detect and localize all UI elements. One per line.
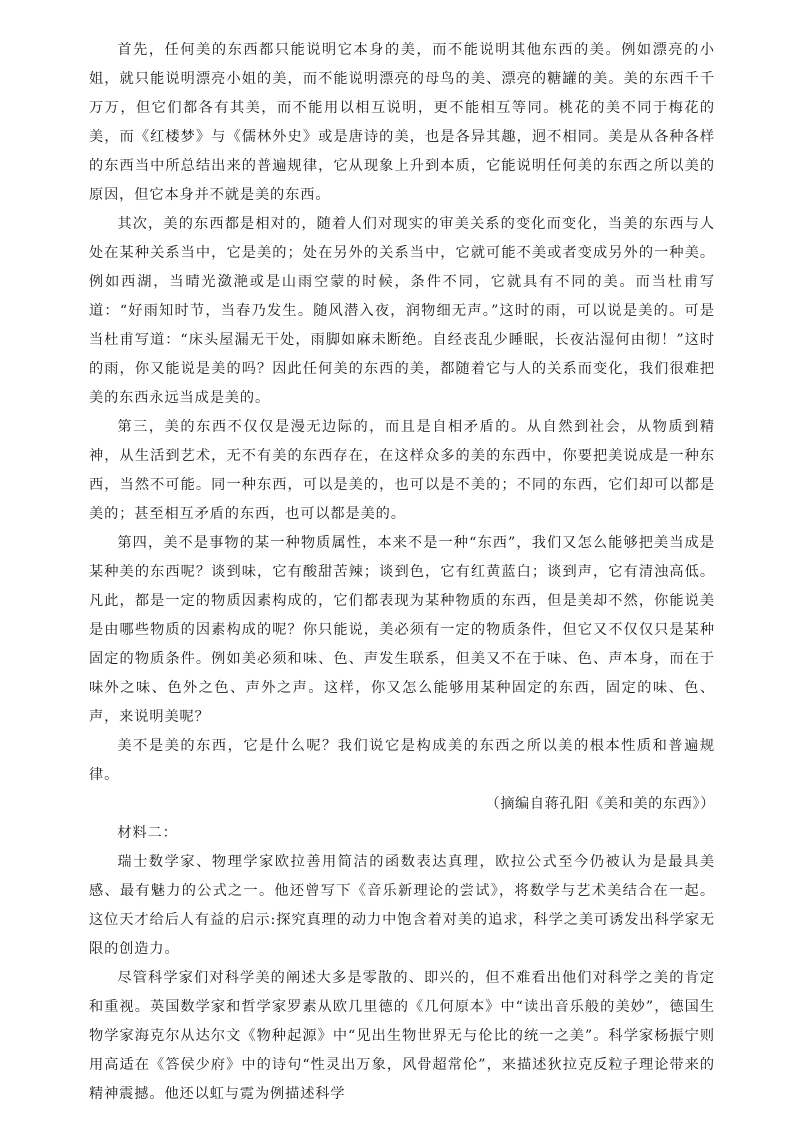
- paragraph-second: 其次，美的东西都是相对的，随着人们对现实的审美关系的变化而变化，当美的东西与人处在某种关系当中，它是美的；处在另外的关系当中，它就可能不美或者变成另外的一种美。例如西湖，当晴光潋滟或是山雨空蒙的时候，条件不同，它就具有不同的美。而当杜甫写道：“好雨知时节，当春乃发生。随风潜入夜，润物细无声。”这时的雨，可以说是美的。可是当杜甫写道：“床头屋漏无干处，雨脚如麻未断绝。自经丧乱少睡眠，长夜沾湿何由彻！”这时的雨，你又能说是美的吗？因此任何美的东西的美，都随着它与人的关系而变化，我们很难把美的东西永远当成是美的。: [89, 216, 715, 406]
- source-citation: （摘编自蒋孔阳《美和美的东西》）: [485, 796, 715, 812]
- paragraph-conclusion: 美不是美的东西，它是什么呢？我们说它是构成美的东西之所以美的根本性质和普遍规律。: [89, 738, 715, 783]
- paragraph-first: 首先，任何美的东西都只能说明它本身的美，而不能说明其他东西的美。例如漂亮的小姐，就只能说明漂亮小姐的美，而不能说明漂亮的母鸟的美、漂亮的糖罐的美。美的东西千千万万，但它们都各有其美，而不能用以相互说明，更不能相互等同。桃花的美不同于梅花的美，而《红楼梦》与《儒林外史》或是唐诗的美，也是各异其趣，迥不相同。美是从各种各样的东西当中所总结出来的普遍规律，它从现象上升到本质，它能说明任何美的东西之所以美的原因，但它本身并不就是美的东西。: [89, 42, 715, 203]
- paragraph-fourth: 第四，美不是事物的某一种物质属性，本来不是一种“东西”，我们又怎么能够把美当成是某种美的东西呢？谈到味，它有酸甜苦辣；谈到色，它有红黄蓝白；谈到声，它有清浊高低。凡此，都是一定的物质因素构成的，它们都表现为某种物质的东西，但是美却不然，你能说美是由哪些物质的因素构成的呢？你只能说，美必须有一定的物质条件，但它又不仅仅只是某种固定的物质条件。例如美必须和味、色、声发生联系，但美又不在于味、色、声本身，而在于味外之味、色外之色、声外之声。这样，你又怎么能够用某种固定的东西，固定的味、色、声，来说明美呢？: [89, 535, 715, 725]
- document-page: [89, 36, 715, 1109]
- paragraph-euler: 瑞士数学家、物理学家欧拉善用简洁的函数表达真理，欧拉公式至今仍被认为是最具美感、最有魅力的公式之一。他还曾写下《音乐新理论的尝试》，将数学与艺术美结合在一起。这位天才给后人有益的启示:探究真理的动力中饱含着对美的追求，科学之美可诱发出科学家无限的创造力。: [89, 854, 715, 957]
- material-two-heading: 材料二：: [117, 825, 178, 841]
- paragraph-third: 第三，美的东西不仅仅是漫无边际的，而且是自相矛盾的。从自然到社会，从物质到精神，从生活到艺术，无不有美的东西存在，在这样众多的美的东西中，你要把美说成是一种东西，当然不可能。同一种东西，可以是美的，也可以是不美的；不同的东西，它们却可以都是美的；甚至相互矛盾的东西，也可以都是美的。: [89, 419, 715, 522]
- paragraph-scientists: 尽管科学家们对科学美的阐述大多是零散的、即兴的，但不难看出他们对科学之美的肯定和重视。英国数学家和哲学家罗素从欧几里德的《几何原本》中“读出音乐般的美妙”，德国生物学家海克尔从达尔文《物种起源》中“见出生物世界无与伦比的统一之美”。科学家杨振宁则用高适在《答侯少府》中的诗句“性灵出万象，风骨超常伦”，来描述狄拉克反粒子理论带来的精神震撼。他还以虹与霓为例描述科学: [89, 970, 715, 1102]
